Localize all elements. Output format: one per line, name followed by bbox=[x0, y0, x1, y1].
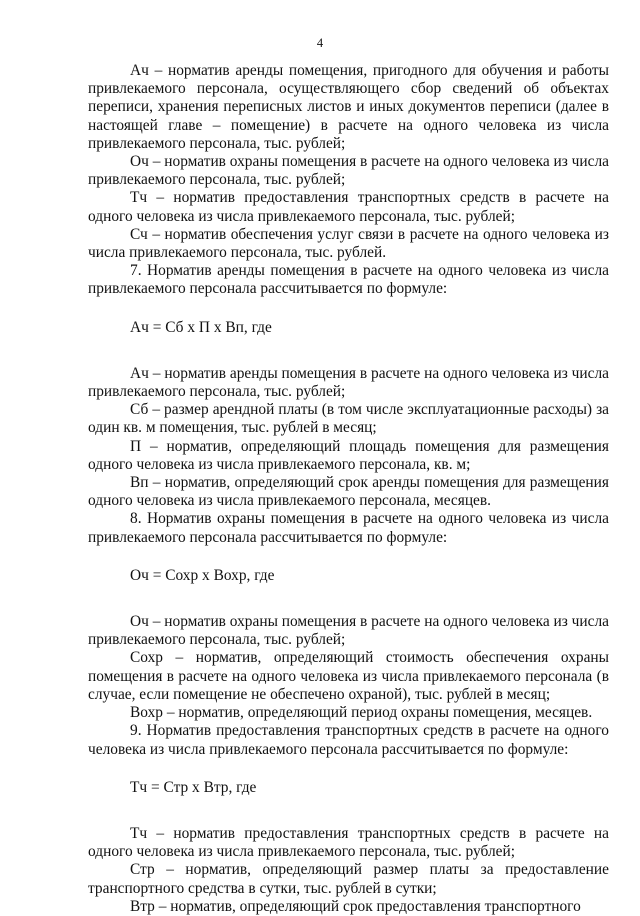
spacer bbox=[88, 299, 609, 319]
paragraph-och-definition: Оч – норматив охраны помещения в расчете на одного человека из числа привлекаемого персонала, тыс. рублей; bbox=[88, 153, 609, 189]
spacer bbox=[88, 337, 609, 365]
paragraph-och-term: Оч – норматив охраны помещения в расчете на одного человека из числа привлекаемого персонала, тыс. рублей; bbox=[88, 613, 609, 649]
spacer bbox=[88, 797, 609, 825]
paragraph-item-8: 8. Норматив охраны помещения в расчете на одного человека из числа привлекаемого персонала рассчитывается по формуле: bbox=[88, 510, 609, 546]
paragraph-str-term: Стр – норматив, определяющий размер платы за предоставление транспортного средства в сутки, тыс. рублей в сутки; bbox=[88, 861, 609, 897]
document-body bbox=[88, 62, 609, 916]
paragraph-vohr-term: Вохр – норматив, определяющий период охраны помещения, месяцев. bbox=[130, 704, 593, 722]
formula-tch: Тч = Стр х Втр, где bbox=[130, 778, 257, 796]
page-number: 4 bbox=[316, 36, 324, 50]
paragraph-tch-term: Тч – норматив предоставления транспортных средств в расчете на одного человека из числа привлекаемого персонала, тыс. рублей; bbox=[88, 824, 609, 861]
paragraph-ach-term: Ач – норматив аренды помещения в расчете на одного человека из числа привлекаемого персонала, тыс. рублей; bbox=[88, 364, 609, 401]
formula-ach: Ач = Сб х П х Вп, где bbox=[130, 318, 272, 336]
paragraph-vp-term: Вп – норматив, определяющий срок аренды помещения для размещения одного человека из числа привлекаемого персонала, месяцев. bbox=[88, 474, 609, 510]
spacer bbox=[88, 547, 609, 567]
formula-och: Оч = Сохр х Вохр, где bbox=[130, 566, 275, 584]
paragraph-sohr-term: Сохр – норматив, определяющий стоимость обеспечения охраны помещения в расчете на одного человека из числа привлекаемого персонала (в случае, если помещение не обеспечено охраной), тыс. рублей в месяц; bbox=[88, 649, 609, 703]
paragraph-sb-term: Сб – размер арендной платы (в том числе эксплуатационные расходы) за один кв. м помещения, тыс. рублей в месяц; bbox=[88, 401, 609, 437]
paragraph-item-7: 7. Норматив аренды помещения в расчете на одного человека из числа привлекаемого персонала рассчитывается по формуле: bbox=[88, 262, 609, 298]
paragraph-tch-definition: Тч – норматив предоставления транспортных средств в расчете на одного человека из числа привлекаемого персонала, тыс. рублей; bbox=[88, 189, 609, 225]
paragraph-vtr-term: Втр – норматив, определяющий срок предоставления транспортного bbox=[130, 897, 581, 915]
paragraph-p-term: П – норматив, определяющий площадь помещения для размещения одного человека из числа привлекаемого персонала, кв. м; bbox=[88, 437, 609, 473]
spacer bbox=[88, 759, 609, 779]
paragraph-sch-definition: Сч – норматив обеспечения услуг связи в расчете на одного человека из числа привлекаемого персонала, тыс. рублей. bbox=[88, 225, 609, 262]
paragraph-ach-definition: Ач – норматив аренды помещения, пригодного для обучения и работы привлекаемого персонала, осуществляющего сбор сведений об объектах переписи, хранения переписных листов и иных документов переписи (далее в настоящей главе – помещение) в расчете на одного человека из числа привлекаемого персонала, тыс. рублей; bbox=[88, 62, 609, 152]
spacer bbox=[88, 585, 609, 613]
paragraph-item-9: 9. Норматив предоставления транспортных средств в расчете на одного человека из числа привлекаемого персонала рассчитывается по формуле: bbox=[88, 722, 609, 758]
